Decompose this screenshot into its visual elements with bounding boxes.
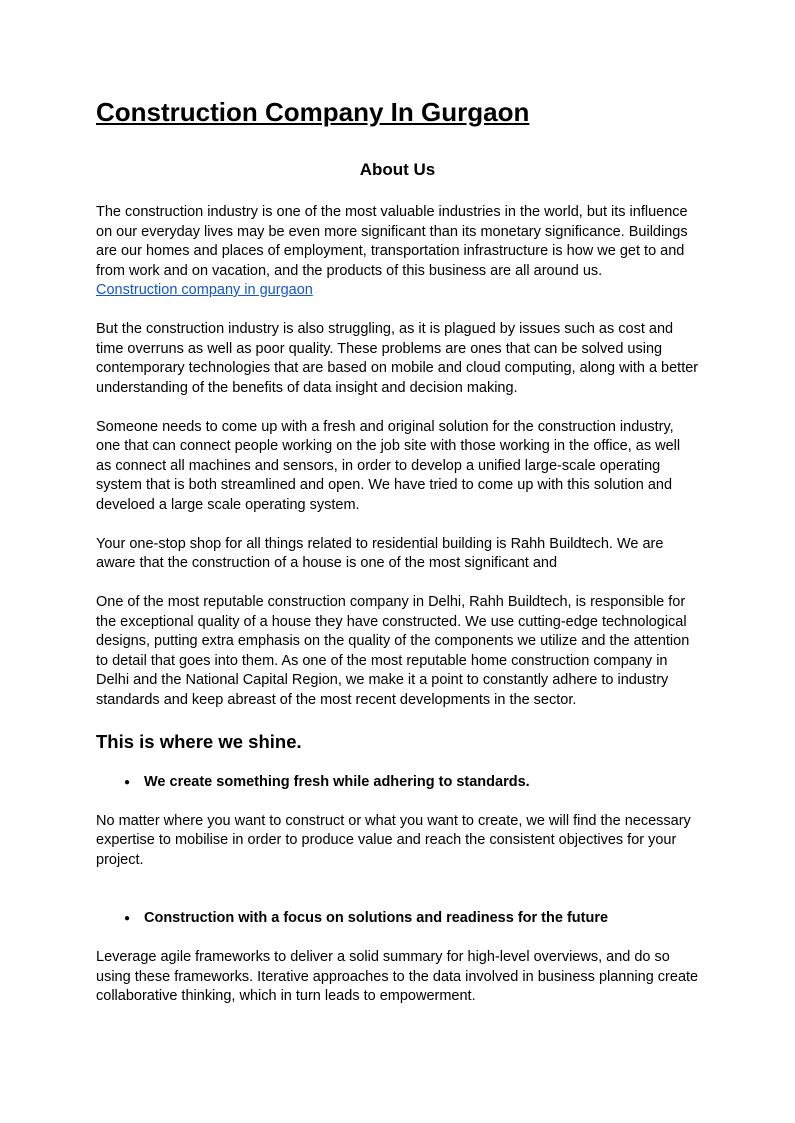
intro-link-line (96, 281, 699, 301)
bullet-item-standards (96, 773, 699, 793)
paragraph-reputable-company: One of the most reputable construction company in Delhi, Rahh Buildtech, is responsible for the exceptional quality of a house they have constructed. We use cutting-edge technological designs, putting extra emphasis on the quality of the components we utilize and the attention to detail that goes into them. As one of the most reputable home construction company in Delhi and the National Capital Region, we make it a point to constantly adhere to industry standards and keep abreast of the most recent developments in the sector. (96, 594, 690, 708)
bullet-dot-icon: ● (123, 776, 131, 788)
page-title: Construction Company In Gurgaon (96, 97, 530, 127)
paragraph-no-matter-where: No matter where you want to construct or what you want to create, we will find the necessary expertise to mobilise in order to produce value and reach the consistent objectives for your project. (96, 812, 691, 868)
bullet-label: Construction with a focus on solutions and readiness for the future (144, 910, 609, 926)
paragraph-agile-frameworks: Leverage agile frameworks to deliver a solid summary for high-level overviews, and do so using these frameworks. Iterative approaches to the data involved in business planning create collaborative thinking, which in turn leads to empowerment. (96, 949, 699, 1004)
bullet-dot-icon: ● (123, 913, 131, 924)
paragraph-struggling: But the construction industry is also struggling, as it is plagued by issues such as cost and time overruns as well as poor quality. These problems are ones that can be solved using contemporary technologies that are based on mobile and cloud computing, along with a better understanding of the benefits of data insight and decision making. (96, 321, 699, 396)
about-us-heading: About Us (359, 160, 436, 179)
paragraph-one-stop-shop: Your one-stop shop for all things related to residential building is Rahh Buildtech. We are aware that the construction of a house is one of the most significant and (96, 535, 664, 571)
shine-section-heading: This is where we shine. (96, 730, 302, 752)
construction-company-link[interactable]: Construction company in gurgaon (96, 282, 313, 298)
bullet-item-future-ready (96, 909, 699, 929)
bullet-label: We create something fresh while adhering to standards. (144, 773, 530, 790)
paragraph-solution: Someone needs to come up with a fresh and original solution for the construction industry, one that can connect people working on the job site with those working in the office, as well as connect all machines and sensors, in order to develop a unified large-scale operating system that is both streamlined and open. We have tried to come up with this solution and develoed a large scale operating system. (96, 418, 681, 513)
intro-paragraph: The construction industry is one of the most valuable industries in the world, but its influence on our everyday lives may be even more significant than its monetary significance. Buildings are our homes and places of employment, transportation infrastructure is how we get to and from work and on vacation, and the products of this business are all around us. (96, 204, 688, 279)
